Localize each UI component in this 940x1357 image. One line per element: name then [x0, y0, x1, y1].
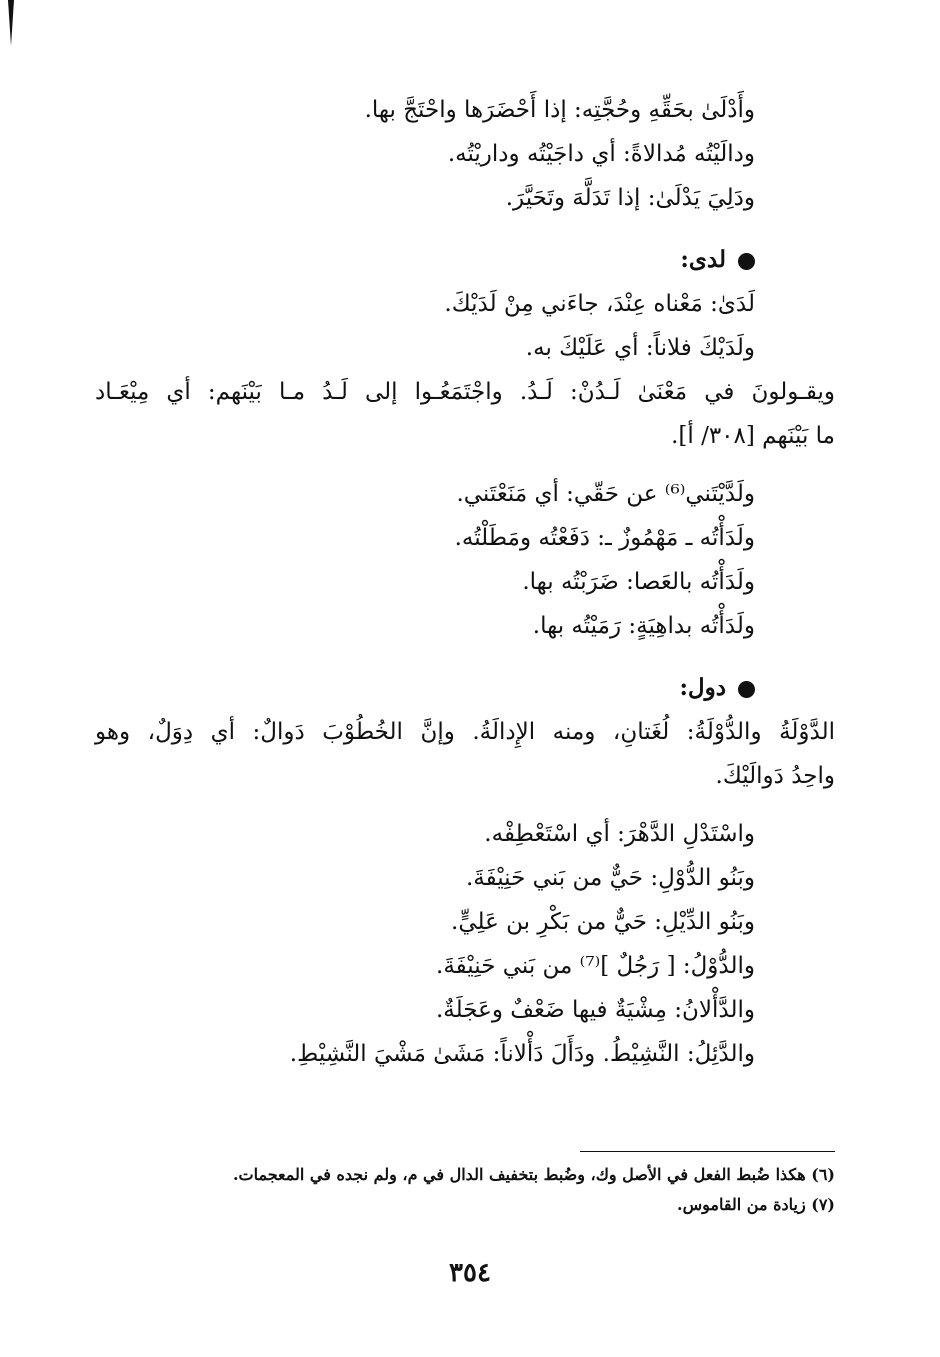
bullet-icon	[738, 681, 755, 698]
text-line: والدَّأْلانُ: مِشْيَةٌ فيها ضَعْفٌ وعَجَلَةٌ.	[436, 997, 755, 1023]
text-line: والدُّوْلُ: [ رَجُلٌ ]⁽⁷⁾ من بَني حَنِيْفَةَ.	[436, 953, 755, 979]
footnote-divider	[580, 1151, 835, 1152]
text-line: والدَّئِلُ: النَّشِيْطُ. ودَأَلَ دَأْلاناً: مَشَىٰ مَشْيَ النَّشِيْطِ.	[289, 1041, 755, 1067]
section-heading-dawl: دول:	[95, 666, 835, 710]
text-line: ولَدَّيْتَني⁽⁶⁾ عن حَقّي: أي مَنَعْتَني.	[456, 481, 755, 507]
text-line: ودالَيْتُه مُدالاةً: أي داجَيْتُه وداريْتُه.	[447, 141, 755, 167]
text-line: وبَنُو الدُّوْلِ: حَيٌّ من بَني حَنِيْفَةَ.	[465, 865, 755, 891]
footnote: (٧) زيادة من القاموس.	[677, 1195, 835, 1214]
text-line: ولَدَأْتُه ـ مَهْمُوزٌ ـ: دَفَعْتُه ومَطَلْتُه.	[454, 525, 755, 551]
text-line: وأَدْلَىٰ بحَقِّهِ وحُجَّتِه: إذا أَحْضَرَها واحْتَجَّ بها.	[364, 97, 755, 123]
corner-mark	[8, 0, 14, 46]
page-body	[95, 88, 835, 1076]
text-line: وبَنُو الدِّيْلِ: حَيٌّ من بَكْرِ بن عَلِيٍّ.	[451, 909, 755, 935]
section-heading-lada: لدى:	[95, 238, 835, 282]
text-line: ولَدَأْتُه بداهِيَةٍ: رَمَيْتُه بها.	[532, 613, 755, 639]
page-number: ٣٥٤	[449, 1258, 491, 1288]
text-line: واسْتَدْلِ الدَّهْرَ: أي اسْتَعْطِفْه.	[484, 821, 755, 847]
footnotes	[110, 1160, 835, 1220]
paragraph-line: ويقـولونَ في مَعْنَىٰ لَـدُنْ: لَـدُ. واجْتَمَعُـوا إلى لَـدُ مـا بَيْنَهم: أي مِيْعَـاد	[95, 379, 835, 405]
text-line: لَدَىٰ: مَعْناه عِنْدَ، جاءَني مِنْ لَدَيْكَ.	[444, 291, 755, 317]
footnote: (٦) هكذا ضُبط الفعل في الأصل وك، وضُبط بتخفيف الدال في م، ولم نجده في المعجمات.	[232, 1165, 835, 1184]
paragraph-line: الدَّوْلَةُ والدُّوْلَةُ: لُغَتانِ، ومنه الإِدالَةُ. وإنَّ الخُطُوْبَ دَوالٌ: أي دِوَلٌ، وهو	[95, 719, 835, 745]
paragraph-line: واحِدُ دَوالَيْكَ.	[715, 763, 835, 789]
bullet-icon	[738, 253, 755, 270]
text-line: ودَلِيَ يَدْلَىٰ: إذا تَدَلَّهَ وتَحَيَّرَ.	[505, 185, 755, 211]
text-line: ولَدَأْتُه بالعَصا: ضَرَبْتُه بها.	[522, 569, 755, 595]
paragraph-line: ما بَيْنَهم [٣٠٨/ أ].	[671, 423, 835, 449]
text-line: ولَدَيْكَ فلاناً: أي عَلَيْكَ به.	[525, 335, 755, 361]
